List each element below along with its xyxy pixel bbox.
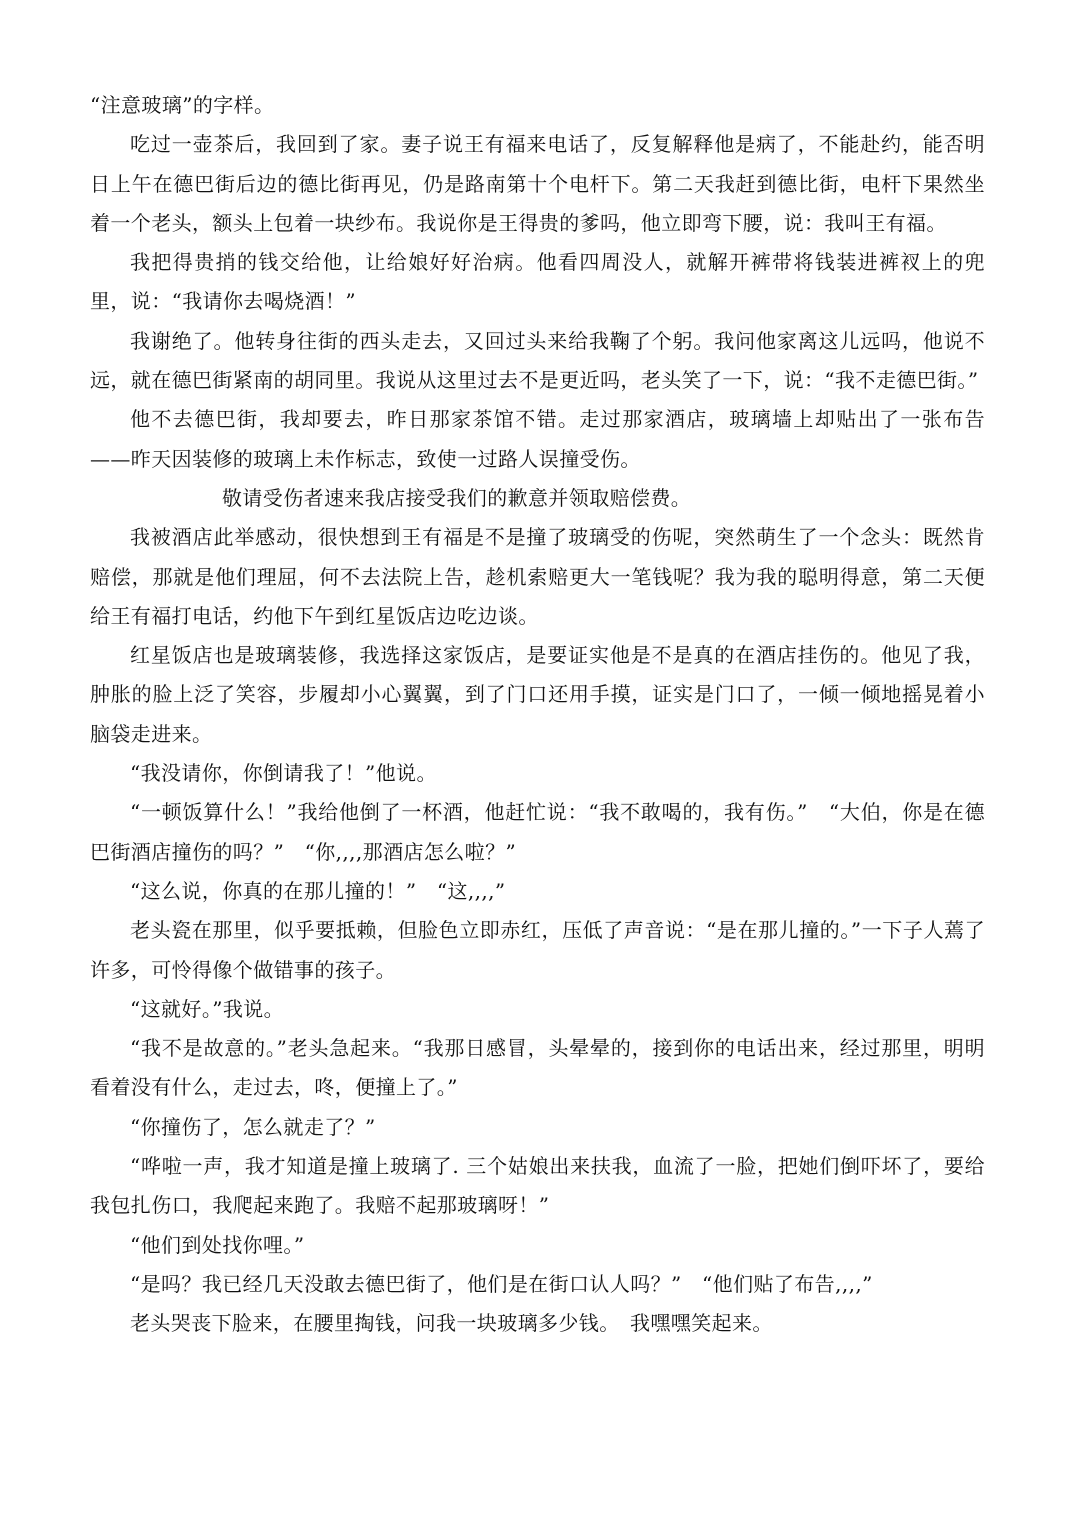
paragraph-2: 吃过一壶茶后，我回到了家。妻子说王有福来电话了，反复解释他是病了，不能赴约，能否明日上午在德巴街后边的德比街再见，仍是路南第十个电杆下。第二天我赶到德比街，电杆下果然坐着一个老头，额头上包着一块纱布。我说你是王得贵的爹吗，他立即弯下腰，说：我叫王有福。 xyxy=(90,132,985,235)
paragraph-1: “注意玻璃”的字样。 xyxy=(90,93,275,117)
document-page xyxy=(90,86,985,1344)
paragraph-5: 他不去德巴街，我却要去，昨日那家茶馆不错。走过那家酒店，玻璃墙上却贴出了一张布告——昨天因装修的玻璃上未作标志，致使一过路人误撞受伤。 xyxy=(90,407,985,471)
paragraph-13: “这就好。”我说。 xyxy=(130,996,285,1021)
paragraph-10: “一顿饭算什么！”我给他倒了一杯酒，他赶忙说：“我不敢喝的，我有伤。” “大伯，你是在德巴街酒店撞伤的吗？” “你,,,,那酒店怎么啦？” xyxy=(90,800,985,864)
paragraph-4: 我谢绝了。他转身往街的西头走去，又回过头来给我鞠了个躬。我问他家离这儿远吗，他说不远，就在德巴街紧南的胡同里。我说从这里过去不是更近吗，老头笑了一下，说：“我不走德巴街。” xyxy=(90,328,985,393)
paragraph-19: 老头哭丧下脸来，在腰里掏钱，问我一块玻璃多少钱。 我嘿嘿笑起来。 xyxy=(130,1311,773,1336)
notice-line: 敬请受伤者速来我店接受我们的歉意并领取赔偿费。 xyxy=(222,485,692,510)
paragraph-11: “这么说，你真的在那儿撞的！” “这,,,,” xyxy=(130,878,506,903)
paragraph-7: 我被酒店此举感动，很快想到王有福是不是撞了玻璃受的伤呢，突然萌生了一个念头：既然肯赔偿，那就是他们理屈，何不去法院上告，趁机索赔更大一笔钱呢？我为我的聪明得意，第二天便给王有福打电话，约他下午到红星饭店边吃边谈。 xyxy=(90,525,985,628)
paragraph-17: “他们到处找你哩。” xyxy=(130,1232,305,1257)
paragraph-15: “你撞伤了，怎么就走了？” xyxy=(130,1114,376,1139)
paragraph-18: “是吗？我已经几天没敢去德巴街了，他们是在街口认人吗？” “他们贴了布告,,,,” xyxy=(130,1271,873,1296)
paragraph-12: 老头瓷在那里，似乎要抵赖，但脸色立即赤红，压低了声音说：“是在那儿撞的。”一下子人蔫了许多，可怜得像个做错事的孩子。 xyxy=(90,918,985,982)
paragraph-8: 红星饭店也是玻璃装修，我选择这家饭店，是要证实他是不是真的在酒店挂伤的。他见了我，肿胀的脸上泛了笑容，步履却小心翼翼，到了门口还用手摸，证实是门口了，一倾一倾地摇晃着小脑袋走进来。 xyxy=(90,643,985,746)
paragraph-16: “哗啦一声，我才知道是撞上玻璃了. 三个姑娘出来扶我，血流了一脸，把她们倒吓坏了，要给我包扎伤口，我爬起来跑了。我赔不起那玻璃呀！” xyxy=(90,1154,985,1218)
paragraph-9: “我没请你，你倒请我了！”他说。 xyxy=(130,761,437,786)
paragraph-14: “我不是故意的。”老头急起来。“我那日感冒，头晕晕的，接到你的电话出来，经过那里，明明看着没有什么，走过去，咚，便撞上了。” xyxy=(90,1036,985,1100)
paragraph-3: 我把得贵捎的钱交给他，让给娘好好治病。他看四周没人，就解开裤带将钱装进裤衩上的兜里，说：“我请你去喝烧酒！” xyxy=(90,250,985,314)
